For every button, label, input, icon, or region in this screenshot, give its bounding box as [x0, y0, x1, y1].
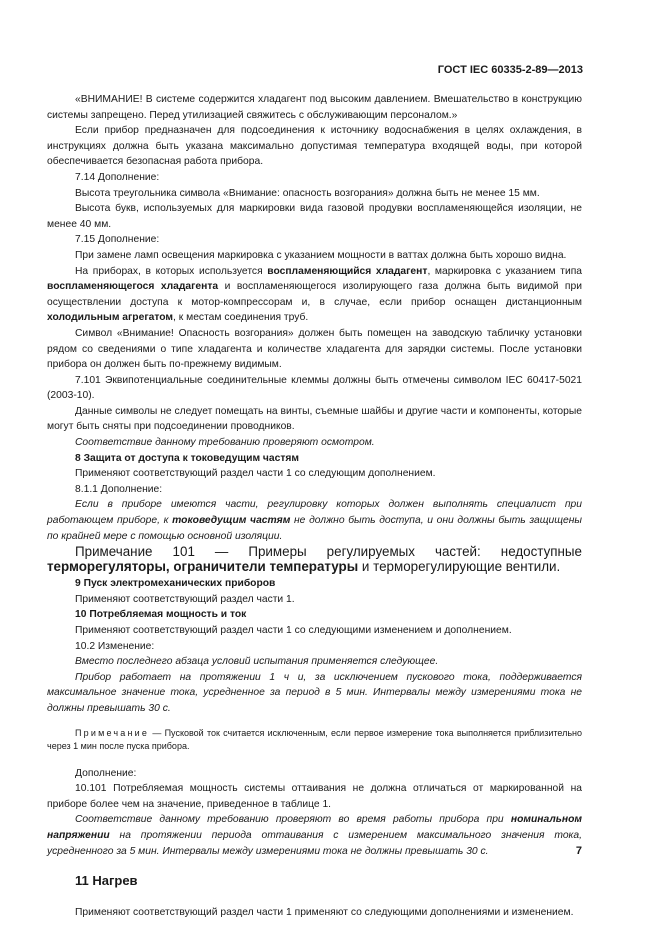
term-bold: токоведущим частям — [172, 515, 291, 527]
text-run: Соответствие данному требованию проверяют во время работы прибора при — [75, 814, 511, 826]
clause-heading: 10.2 Изменение: — [75, 640, 155, 652]
term-bold: холодильным агрегатом — [47, 312, 174, 324]
paragraph: Применяют соответствующий раздел части 1. — [75, 593, 295, 605]
text-run: — Пусковой ток считается исключенным, если первое измерение тока выполняется приблизительно через 1 мин после пуска прибора. — [47, 727, 582, 752]
note-label: Примечание — [75, 727, 150, 738]
section-heading-11: 11 Нагрев — [75, 873, 138, 889]
note — [47, 727, 582, 754]
paragraph — [47, 497, 582, 544]
section-heading: 10 Потребляемая мощность и ток — [75, 609, 247, 621]
clause-heading: 7.15 Дополнение: — [75, 234, 160, 246]
text-run: , к местам соединения труб. — [173, 312, 309, 324]
term-bold: терморегуляторы, ограничители температуры — [47, 559, 359, 575]
paragraph: Высота треугольника символа «Внимание: опасность возгорания» должна быть не менее 15 мм. — [75, 187, 540, 199]
text-run: Если в приборе имеются части, регулировку которых должен выполнять специалист при работающем приборе, к — [47, 499, 582, 527]
clause-heading: Дополнение: — [75, 767, 137, 779]
paragraph: Данные символы не следует помещать на винты, съемные шайбы и другие части и компоненты, которые могут быть сняты при подсоединении проводников. — [47, 405, 582, 433]
paragraph: 7.101 Эквипотенциальные соединительные клеммы должны быть отмечены символом IEC 60417-5021 (2003-10). — [47, 374, 582, 402]
standard-header: ГОСТ IEC 60335-2-89—2013 — [437, 64, 583, 76]
note-101 — [47, 544, 582, 574]
clause-heading: 8.1.1 Дополнение: — [75, 483, 163, 495]
term-bold: воспламеняющийся хладагент — [267, 265, 428, 277]
paragraph: Применяют соответствующий раздел части 1 со следующими изменением и дополнением. — [75, 625, 512, 636]
paragraph: При замене ламп освещения маркировка с указанием мощности в ваттах должна быть хорошо видна. — [75, 249, 567, 261]
section-heading: 8 Защита от доступа к токоведущим частям — [75, 452, 300, 464]
paragraph: Вместо последнего абзаца условий испытания применяется следующее. — [75, 656, 439, 668]
term-bold: номинальном напряжении — [47, 814, 582, 841]
paragraph: Применяют соответствующий раздел части 1 применяют со следующими дополнениями и изменением. — [75, 907, 574, 919]
term-bold: воспламеняющегося хладагента — [47, 281, 219, 293]
document-body — [47, 92, 582, 921]
compliance-note: Соответствие данному требованию проверяют осмотром. — [75, 437, 375, 449]
text-run: не должно быть доступа, и они должны быть защищены по крайней мере с помощью основной изоляции. — [47, 515, 583, 542]
text-run: На приборах, в которых используется — [75, 265, 268, 277]
text-run: Примечание 101 — Примеры регулируемых частей: недоступные — [75, 544, 582, 560]
section-heading: 9 Пуск электромеханических приборов — [75, 578, 276, 590]
paragraph: Символ «Внимание! Опасность возгорания» должен быть помещен на заводскую табличку установки рядом со сведениями о типе хладагента и количестве хладагента для зарядки системы. После установки прибора он должен быть по-прежнему видимым. — [47, 327, 582, 371]
paragraph: 10.101 Потребляемая мощность системы оттаивания не должна отличаться от маркированной на приборе более чем на значение, приведенное в таблице 1. — [47, 783, 582, 810]
paragraph: Если прибор предназначен для подсоединения к источнику водоснабжения в целях охлаждения, в инструкциях должна быть указана максимально допустимая температура входящей воды, при которой обеспечивается безопасная работа прибора. — [47, 125, 582, 168]
paragraph: Высота букв, используемых для маркировки вида газовой продувки воспламеняющейся изоляции, не менее 40 мм. — [47, 203, 582, 230]
paragraph — [47, 264, 582, 326]
page-number: 7 — [575, 845, 582, 857]
compliance-note — [47, 812, 582, 859]
clause-heading: 7.14 Дополнение: — [75, 171, 160, 183]
paragraph: «ВНИМАНИЕ! В системе содержится хладагент под высоким давлением. Вмешательство в конструкцию системы запрещено. Перед утилизацией свяжитесь с обслуживающим персоналом.» — [47, 94, 582, 121]
paragraph: Прибор работает на протяжении 1 ч и, за исключением пускового тока, поддерживается максимальное значение тока, усредненное за период в 5 мин. Интервалы между измерениями тока не должны превышать 30 с. — [47, 671, 582, 714]
text-run: , маркировка с указанием типа — [427, 265, 583, 277]
paragraph: Применяют соответствующий раздел части 1 со следующим дополнением. — [75, 468, 436, 480]
text-run: и воспламеняющегося изолирующего газа должна быть видимой при осуществлении доступа к мотор-компрессорам и, в случае, если прибор оснащен дистанционным — [47, 281, 582, 308]
text-run: на протяжении периода оттаивания с измерением максимального значения тока, усредненного за 5 мин. Интервалы между измерениями тока не должны превышать 30 с. — [47, 829, 582, 857]
text-run: и терморегулирующие вентили. — [358, 559, 561, 575]
